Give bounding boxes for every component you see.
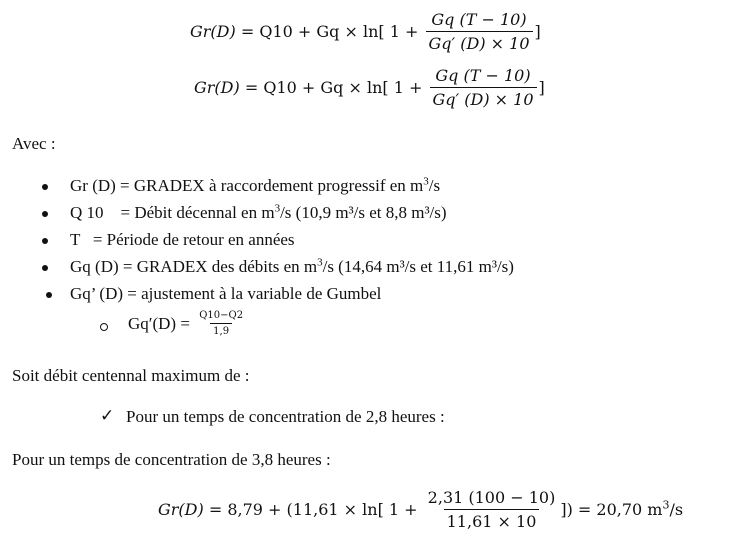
formula-gradex-1 xyxy=(190,10,541,53)
sub-bullet-circle xyxy=(100,323,108,331)
formula-ln: × ln[ 1 + xyxy=(348,78,428,97)
fraction-numerator: 2,31 (100 − 10) xyxy=(427,488,556,507)
bullet-item-gq: Gq (D) = GRADEX des débits en $m^3/s$ (14,64 m³/s et 11,61 m³/s) xyxy=(70,256,514,276)
formula-fraction xyxy=(425,488,559,531)
bullet-dot xyxy=(42,211,48,217)
formula-close: ] xyxy=(538,78,545,97)
formula-gradex-2 xyxy=(194,66,545,109)
bullet-item-gq-prime: Gq’ (D) = ajustement à la variable de Gumbel xyxy=(70,284,382,303)
bullet-item-t: T = Période de retour en années xyxy=(70,230,295,249)
formula-lhs: Gr(D) = xyxy=(194,78,264,97)
formula-mid: Q10 + Gq xyxy=(259,22,345,41)
sub-formula-fraction xyxy=(196,310,246,337)
formula-lhs: Gr(D) = xyxy=(190,22,260,41)
formula-close: ] xyxy=(534,22,541,41)
bullet-dot xyxy=(42,238,48,244)
bullet-dot xyxy=(46,292,52,298)
formula-result xyxy=(158,488,683,531)
formula-fraction xyxy=(426,10,533,53)
soit-text: Soit débit centennal maximum de : xyxy=(12,366,250,385)
avec-label: Avec : xyxy=(12,134,56,153)
fraction-denominator: Gq′ (D) × 10 xyxy=(430,87,537,109)
bullet-item-q10: Q 10 = Débit décennal en $m^3/s$ (10,9 m³/s et 8,8 m³/s) xyxy=(70,202,447,222)
fraction-denominator: 11,61 × 10 xyxy=(444,509,540,531)
formula-lhs: Gr(D) = xyxy=(158,500,228,519)
formula-close: ]) = xyxy=(560,500,597,519)
fraction-denominator: Gq′ (D) × 10 xyxy=(426,31,533,53)
formula-mid: Q10 + Gq xyxy=(263,78,349,97)
check-item-text: Pour un temps de concentration de 2,8 heures : xyxy=(126,407,445,426)
pour-text: Pour un temps de concentration de 3,8 heures : xyxy=(12,450,331,469)
fraction-numerator: Q10−Q2 xyxy=(199,310,244,321)
formula-ln: × ln[ 1 + xyxy=(344,22,424,41)
bullet-dot xyxy=(42,265,48,271)
check-icon: ✓ xyxy=(100,406,115,425)
sub-item-formula xyxy=(128,310,248,337)
sub-formula-lhs: Gq′(D) = xyxy=(128,313,195,333)
formula-result-value: 20,70 $m^3/s$ xyxy=(596,498,684,519)
bullet-dot xyxy=(42,184,48,190)
formula-fraction xyxy=(430,66,537,109)
fraction-numerator: Gq (T − 10) xyxy=(431,10,527,29)
formula-ln: × ln[ 1 + xyxy=(343,500,423,519)
fraction-denominator: 1,9 xyxy=(210,323,232,337)
bullet-item-gr: Gr (D) = GRADEX à raccordement progressif en $m^3/s$ xyxy=(70,175,441,195)
formula-mid: 8,79 + (11,61 xyxy=(227,500,344,519)
fraction-numerator: Gq (T − 10) xyxy=(435,66,531,85)
